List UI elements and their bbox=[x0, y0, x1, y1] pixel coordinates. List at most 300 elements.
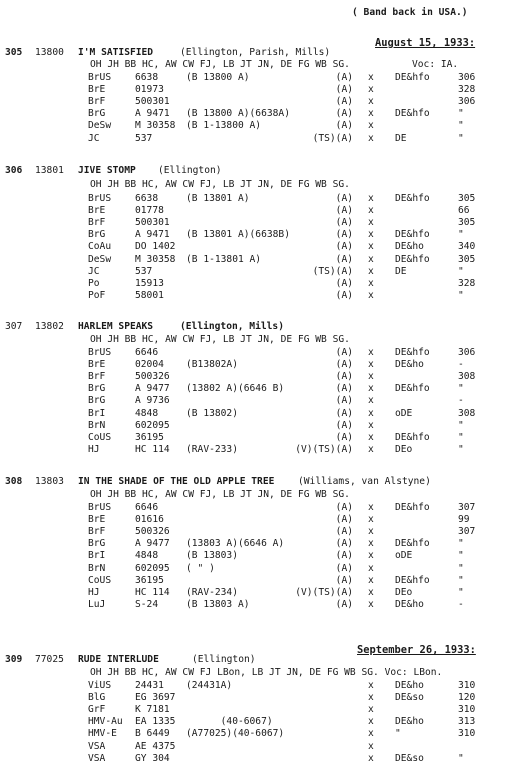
issue-row bbox=[0, 681, 514, 692]
label-cell: BrUS bbox=[88, 193, 112, 204]
notes-cell: DE&hfo bbox=[395, 538, 430, 550]
mark-cell: x bbox=[368, 502, 374, 513]
label-cell: VSA bbox=[88, 752, 106, 764]
extra-cell: (B 13800 A) bbox=[186, 72, 250, 83]
catalog-number-cell: 02004 bbox=[135, 359, 164, 371]
catalog-number-cell: AE 4375 bbox=[135, 740, 176, 752]
rating-cell: (A) bbox=[335, 407, 353, 419]
entry-title: JIVE STOMP bbox=[78, 165, 136, 176]
page-ref-cell: 305 bbox=[458, 193, 476, 204]
entry-cat: 308 bbox=[5, 476, 23, 487]
catalog-number-cell: 500301 bbox=[135, 217, 170, 229]
notes-cell: DE&hfo bbox=[395, 383, 430, 395]
page-ref-cell: " bbox=[458, 383, 464, 395]
label-cell: HJ bbox=[88, 443, 100, 455]
notes-cell: DE&ho bbox=[395, 716, 424, 728]
rating-cell: (A) bbox=[335, 550, 353, 562]
label-cell: BrE bbox=[88, 84, 106, 96]
notes-cell: oDE bbox=[395, 550, 413, 562]
entry-matrix: 13800 bbox=[35, 47, 64, 58]
page-ref-cell: 313 bbox=[458, 716, 476, 728]
entry-matrix: 77025 bbox=[35, 654, 64, 665]
page-ref-cell: " bbox=[458, 108, 464, 120]
issue-row bbox=[0, 85, 514, 96]
label-cell: BrF bbox=[88, 371, 106, 383]
extra-cell: (13803 A)(6646 A) bbox=[186, 538, 285, 550]
entry-cat: 307 bbox=[5, 321, 23, 332]
rating-cell: (A) bbox=[335, 431, 353, 443]
mark-cell: x bbox=[368, 526, 374, 538]
page-ref-cell: " bbox=[458, 586, 464, 598]
mark-cell: x bbox=[368, 431, 374, 443]
rating-cell: (A) bbox=[335, 371, 353, 383]
mark-cell: x bbox=[368, 574, 374, 586]
mark-cell: x bbox=[368, 347, 374, 358]
label-cell: BrF bbox=[88, 217, 106, 229]
mark-cell: x bbox=[368, 740, 374, 752]
issue-row bbox=[0, 218, 514, 229]
issue-row bbox=[0, 230, 514, 241]
label-cell: BrUS bbox=[88, 72, 112, 83]
notes-cell: DEo bbox=[395, 443, 413, 455]
extra-cell: (40-6067) bbox=[186, 716, 273, 728]
notes-cell: DE&ho bbox=[395, 680, 424, 691]
issue-row bbox=[0, 705, 514, 716]
catalog-number-cell: 15913 bbox=[135, 277, 164, 289]
entry-composers: (Williams, van Alstyne) bbox=[298, 476, 431, 487]
catalog-number-cell: 537 bbox=[135, 265, 153, 277]
label-cell: CoUS bbox=[88, 431, 112, 443]
catalog-number-cell: 01778 bbox=[135, 205, 164, 217]
rating-cell: (A) bbox=[335, 120, 353, 132]
issue-row bbox=[0, 576, 514, 587]
label-cell: BrE bbox=[88, 205, 106, 217]
catalog-number-cell: HC 114 bbox=[135, 443, 170, 455]
catalog-number-cell: A 9471 bbox=[135, 229, 170, 241]
page-ref-cell: - bbox=[458, 395, 464, 407]
extra-cell: (B 13801 A)(6638B) bbox=[186, 229, 290, 241]
page-ref-cell: 310 bbox=[458, 704, 476, 716]
entry-title: IN THE SHADE OF THE OLD APPLE TREE bbox=[78, 476, 275, 487]
issue-row bbox=[0, 754, 514, 765]
page-ref-cell: 328 bbox=[458, 277, 476, 289]
label-cell: BrN bbox=[88, 562, 106, 574]
label-cell: BrG bbox=[88, 538, 106, 550]
page-ref-cell: 307 bbox=[458, 502, 476, 513]
label-cell: DeSw bbox=[88, 253, 112, 265]
entry-personnel: OH JH BB HC, AW CW FJ, LB JT JN, DE FG WB SG. bbox=[90, 179, 350, 190]
rating-cell: (A) bbox=[335, 205, 353, 217]
page-ref-cell: " bbox=[458, 752, 464, 764]
notes-cell: oDE bbox=[395, 407, 413, 419]
page-ref-cell: " bbox=[458, 265, 464, 277]
extra-cell: (B 1-13801 A) bbox=[186, 253, 262, 265]
notes-cell: DE bbox=[395, 265, 407, 277]
mark-cell: x bbox=[368, 728, 374, 740]
label-cell: BrG bbox=[88, 383, 106, 395]
label-cell: BrE bbox=[88, 359, 106, 371]
notes-cell: DEo bbox=[395, 586, 413, 598]
page-ref-cell: " bbox=[458, 562, 464, 574]
extra-cell: ( " ) bbox=[186, 562, 215, 574]
extra-cell: (B 1-13800 A) bbox=[186, 120, 262, 132]
notes-cell: DE&hfo bbox=[395, 431, 430, 443]
rating-cell: (A) bbox=[335, 598, 353, 610]
extra-cell: (B13802A) bbox=[186, 359, 238, 371]
page-ref-cell: 305 bbox=[458, 217, 476, 229]
issue-row bbox=[0, 255, 514, 266]
catalog-number-cell: 500301 bbox=[135, 96, 170, 108]
issue-row bbox=[0, 421, 514, 432]
rating-cell: (A) bbox=[335, 96, 353, 108]
catalog-number-cell: 6638 bbox=[135, 193, 159, 204]
mark-cell: x bbox=[368, 96, 374, 108]
entry-personnel: OH JH BB HC, AW CW FJ, LB JT JN, DE FG WB SG. bbox=[90, 334, 350, 345]
extra-cell: (B 13803 A) bbox=[186, 598, 250, 610]
entry-personnel: OH JH BB HC, AW CW FJ, LB JT JN, DE FG WB SG. bbox=[90, 489, 350, 500]
label-cell: ViUS bbox=[88, 680, 112, 691]
rating-cell: (A) bbox=[335, 347, 353, 358]
issue-row bbox=[0, 588, 514, 599]
rating-cell: (TS)(A) bbox=[312, 265, 353, 277]
entry-cat: 309 bbox=[5, 654, 23, 665]
label-cell: BrF bbox=[88, 526, 106, 538]
issue-row bbox=[0, 121, 514, 132]
entry-composers: (Ellington, Mills) bbox=[180, 321, 284, 332]
page-ref-cell: 308 bbox=[458, 407, 476, 419]
catalog-number-cell: EG 3697 bbox=[135, 692, 176, 704]
catalog-number-cell: S-24 bbox=[135, 598, 159, 610]
entry-matrix: 13801 bbox=[35, 165, 64, 176]
rating-cell: (V)(TS)(A) bbox=[295, 443, 353, 455]
extra-cell: (B 13803) bbox=[186, 550, 238, 562]
label-cell: CoUS bbox=[88, 574, 112, 586]
catalog-number-cell: M 30358 bbox=[135, 120, 176, 132]
rating-cell: (V)(TS)(A) bbox=[295, 586, 353, 598]
rating-cell: (A) bbox=[335, 502, 353, 513]
issue-row bbox=[0, 206, 514, 217]
notes-cell: DE&hfo bbox=[395, 108, 430, 120]
rating-cell: (A) bbox=[335, 574, 353, 586]
issue-row bbox=[0, 134, 514, 145]
mark-cell: x bbox=[368, 538, 374, 550]
issue-row bbox=[0, 291, 514, 302]
mark-cell: x bbox=[368, 241, 374, 253]
catalog-number-cell: 602095 bbox=[135, 419, 170, 431]
extra-cell: (B 13800 A)(6638A) bbox=[186, 108, 290, 120]
catalog-number-cell: K 7181 bbox=[135, 704, 170, 716]
rating-cell: (A) bbox=[335, 108, 353, 120]
session-date-1: August 15, 1933: bbox=[375, 37, 476, 49]
catalog-number-cell: A 9471 bbox=[135, 108, 170, 120]
notes-cell: DE&hfo bbox=[395, 347, 430, 358]
notes-cell: DE&hfo bbox=[395, 72, 430, 83]
catalog-number-cell: EA 1335 bbox=[135, 716, 176, 728]
page-ref-cell: 305 bbox=[458, 253, 476, 265]
issue-row bbox=[0, 267, 514, 278]
notes-cell: DE&ho bbox=[395, 359, 424, 371]
mark-cell: x bbox=[368, 217, 374, 229]
rating-cell: (A) bbox=[335, 229, 353, 241]
issue-row bbox=[0, 372, 514, 383]
notes-cell: DE&ho bbox=[395, 598, 424, 610]
page-ref-cell: " bbox=[458, 132, 464, 144]
mark-cell: x bbox=[368, 371, 374, 383]
entry-composers: (Ellington) bbox=[158, 165, 222, 176]
label-cell: BrN bbox=[88, 419, 106, 431]
page-ref-cell: 99 bbox=[458, 514, 470, 526]
extra-cell: (24431A) bbox=[186, 680, 233, 691]
mark-cell: x bbox=[368, 586, 374, 598]
page-ref-cell: " bbox=[458, 443, 464, 455]
page-ref-cell: - bbox=[458, 598, 464, 610]
label-cell: BrUS bbox=[88, 347, 112, 358]
issue-row bbox=[0, 194, 514, 205]
mark-cell: x bbox=[368, 265, 374, 277]
mark-cell: x bbox=[368, 132, 374, 144]
entry-title: HARLEM SPEAKS bbox=[78, 321, 154, 332]
issue-row bbox=[0, 729, 514, 740]
label-cell: BrI bbox=[88, 407, 106, 419]
label-cell: BrE bbox=[88, 514, 106, 526]
mark-cell: x bbox=[368, 84, 374, 96]
page-ref-cell: " bbox=[458, 229, 464, 241]
entry-composers: (Ellington, Parish, Mills) bbox=[180, 47, 331, 58]
issue-row bbox=[0, 433, 514, 444]
page-ref-cell: " bbox=[458, 538, 464, 550]
mark-cell: x bbox=[368, 193, 374, 204]
extra-cell: (13802 A)(6646 B) bbox=[186, 383, 285, 395]
mark-cell: x bbox=[368, 692, 374, 704]
rating-cell: (A) bbox=[335, 253, 353, 265]
catalog-number-cell: 6638 bbox=[135, 72, 159, 83]
label-cell: BrUS bbox=[88, 502, 112, 513]
rating-cell: (TS)(A) bbox=[312, 132, 353, 144]
notes-cell: DE&hfo bbox=[395, 229, 430, 241]
label-cell: BrG bbox=[88, 108, 106, 120]
mark-cell: x bbox=[368, 229, 374, 241]
catalog-number-cell: 500326 bbox=[135, 371, 170, 383]
label-cell: JC bbox=[88, 132, 100, 144]
mark-cell: x bbox=[368, 514, 374, 526]
rating-cell: (A) bbox=[335, 193, 353, 204]
catalog-number-cell: 6646 bbox=[135, 502, 159, 513]
mark-cell: x bbox=[368, 716, 374, 728]
entry-composers: (Ellington) bbox=[192, 654, 256, 665]
notes-cell: DE&so bbox=[395, 752, 424, 764]
entry-title: I'M SATISFIED bbox=[78, 47, 154, 58]
page-ref-cell: 306 bbox=[458, 72, 476, 83]
extra-cell: (B 13802) bbox=[186, 407, 238, 419]
catalog-number-cell: 602095 bbox=[135, 562, 170, 574]
label-cell: JC bbox=[88, 265, 100, 277]
catalog-number-cell: DO 1402 bbox=[135, 241, 176, 253]
page-ref-cell: 306 bbox=[458, 347, 476, 358]
issue-row bbox=[0, 409, 514, 420]
mark-cell: x bbox=[368, 419, 374, 431]
page-ref-cell: " bbox=[458, 574, 464, 586]
issue-row bbox=[0, 279, 514, 290]
page-ref-cell: 120 bbox=[458, 692, 476, 704]
page-ref-cell: " bbox=[458, 120, 464, 132]
catalog-number-cell: A 9477 bbox=[135, 383, 170, 395]
page-ref-cell: 306 bbox=[458, 96, 476, 108]
page-ref-cell: 66 bbox=[458, 205, 470, 217]
issue-row bbox=[0, 539, 514, 550]
label-cell: BrG bbox=[88, 229, 106, 241]
issue-row bbox=[0, 717, 514, 728]
catalog-number-cell: 01616 bbox=[135, 514, 164, 526]
catalog-number-cell: HC 114 bbox=[135, 586, 170, 598]
rating-cell: (A) bbox=[335, 289, 353, 301]
rating-cell: (A) bbox=[335, 217, 353, 229]
rating-cell: (A) bbox=[335, 72, 353, 83]
mark-cell: x bbox=[368, 72, 374, 83]
catalog-number-cell: 36195 bbox=[135, 431, 164, 443]
entry-personnel: OH JH BB HC, AW CW FJ, LB JT JN, DE FG WB SG. bbox=[90, 59, 350, 70]
session-date-2: September 26, 1933: bbox=[357, 644, 476, 656]
issue-row bbox=[0, 360, 514, 371]
mark-cell: x bbox=[368, 108, 374, 120]
catalog-number-cell: 36195 bbox=[135, 574, 164, 586]
mark-cell: x bbox=[368, 550, 374, 562]
mark-cell: x bbox=[368, 253, 374, 265]
issue-row bbox=[0, 73, 514, 84]
label-cell: VSA bbox=[88, 740, 106, 752]
label-cell: Po bbox=[88, 277, 100, 289]
label-cell: BrG bbox=[88, 395, 106, 407]
page-ref-cell: " bbox=[458, 431, 464, 443]
catalog-number-cell: 537 bbox=[135, 132, 153, 144]
mark-cell: x bbox=[368, 407, 374, 419]
issue-row bbox=[0, 97, 514, 108]
mark-cell: x bbox=[368, 598, 374, 610]
catalog-number-cell: 6646 bbox=[135, 347, 159, 358]
extra-cell: (RAV-234) bbox=[186, 586, 238, 598]
mark-cell: x bbox=[368, 752, 374, 764]
issue-row bbox=[0, 600, 514, 611]
page-ref-cell: 310 bbox=[458, 680, 476, 691]
mark-cell: x bbox=[368, 289, 374, 301]
catalog-number-cell: 24431 bbox=[135, 680, 164, 691]
issue-row bbox=[0, 551, 514, 562]
page-ref-cell: 328 bbox=[458, 84, 476, 96]
extra-cell: (A77025)(40-6067) bbox=[186, 728, 285, 740]
catalog-number-cell: 500326 bbox=[135, 526, 170, 538]
rating-cell: (A) bbox=[335, 395, 353, 407]
rating-cell: (A) bbox=[335, 359, 353, 371]
catalog-number-cell: 4848 bbox=[135, 407, 159, 419]
entry-cat: 306 bbox=[5, 165, 23, 176]
notes-cell: " bbox=[395, 728, 401, 740]
label-cell: BlG bbox=[88, 692, 106, 704]
label-cell: CoAu bbox=[88, 241, 112, 253]
band-note: ( Band back in USA.) bbox=[352, 7, 468, 18]
mark-cell: x bbox=[368, 395, 374, 407]
notes-cell: DE bbox=[395, 132, 407, 144]
rating-cell: (A) bbox=[335, 277, 353, 289]
page-ref-cell: 310 bbox=[458, 728, 476, 740]
mark-cell: x bbox=[368, 277, 374, 289]
catalog-number-cell: A 9736 bbox=[135, 395, 170, 407]
notes-cell: DE&hfo bbox=[395, 574, 430, 586]
entry-matrix: 13803 bbox=[35, 476, 64, 487]
rating-cell: (A) bbox=[335, 538, 353, 550]
label-cell: BrF bbox=[88, 96, 106, 108]
issue-row bbox=[0, 742, 514, 753]
entry-extra: Voc: IA. bbox=[412, 59, 459, 70]
mark-cell: x bbox=[368, 443, 374, 455]
extra-cell: (B 13801 A) bbox=[186, 193, 250, 204]
rating-cell: (A) bbox=[335, 562, 353, 574]
mark-cell: x bbox=[368, 704, 374, 716]
notes-cell: DE&hfo bbox=[395, 502, 430, 513]
page-ref-cell: 340 bbox=[458, 241, 476, 253]
rating-cell: (A) bbox=[335, 241, 353, 253]
notes-cell: DE&hfo bbox=[395, 253, 430, 265]
mark-cell: x bbox=[368, 359, 374, 371]
entry-personnel: OH JH BB HC, AW CW FJ LBon, LB JT JN, DE FG WB SG. Voc: LBon. bbox=[90, 667, 443, 678]
rating-cell: (A) bbox=[335, 514, 353, 526]
extra-cell: (RAV-233) bbox=[186, 443, 238, 455]
issue-row bbox=[0, 109, 514, 120]
issue-row bbox=[0, 503, 514, 514]
label-cell: HMV-Au bbox=[88, 716, 123, 728]
entry-cat: 305 bbox=[5, 47, 23, 58]
issue-row bbox=[0, 445, 514, 456]
notes-cell: DE&so bbox=[395, 692, 424, 704]
issue-row bbox=[0, 242, 514, 253]
catalog-number-cell: GY 304 bbox=[135, 752, 170, 764]
rating-cell: (A) bbox=[335, 526, 353, 538]
mark-cell: x bbox=[368, 680, 374, 691]
notes-cell: DE&hfo bbox=[395, 193, 430, 204]
rating-cell: (A) bbox=[335, 383, 353, 395]
entry-title: RUDE INTERLUDE bbox=[78, 654, 159, 665]
label-cell: DeSw bbox=[88, 120, 112, 132]
catalog-number-cell: A 9477 bbox=[135, 538, 170, 550]
page-ref-cell: " bbox=[458, 419, 464, 431]
entry-matrix: 13802 bbox=[35, 321, 64, 332]
issue-row bbox=[0, 396, 514, 407]
issue-row bbox=[0, 527, 514, 538]
issue-row bbox=[0, 515, 514, 526]
issue-row bbox=[0, 693, 514, 704]
mark-cell: x bbox=[368, 205, 374, 217]
catalog-number-cell: 4848 bbox=[135, 550, 159, 562]
catalog-number-cell: B 6449 bbox=[135, 728, 170, 740]
rating-cell: (A) bbox=[335, 419, 353, 431]
page-ref-cell: " bbox=[458, 550, 464, 562]
issue-row bbox=[0, 384, 514, 395]
label-cell: PoF bbox=[88, 289, 106, 301]
page-ref-cell: 307 bbox=[458, 526, 476, 538]
catalog-number-cell: M 30358 bbox=[135, 253, 176, 265]
mark-cell: x bbox=[368, 120, 374, 132]
label-cell: LuJ bbox=[88, 598, 106, 610]
label-cell: HMV-E bbox=[88, 728, 117, 740]
notes-cell: DE&ho bbox=[395, 241, 424, 253]
label-cell: BrI bbox=[88, 550, 106, 562]
rating-cell: (A) bbox=[335, 84, 353, 96]
mark-cell: x bbox=[368, 562, 374, 574]
mark-cell: x bbox=[368, 383, 374, 395]
issue-row bbox=[0, 564, 514, 575]
label-cell: HJ bbox=[88, 586, 100, 598]
catalog-number-cell: 01973 bbox=[135, 84, 164, 96]
label-cell: GrF bbox=[88, 704, 106, 716]
page-ref-cell: 308 bbox=[458, 371, 476, 383]
